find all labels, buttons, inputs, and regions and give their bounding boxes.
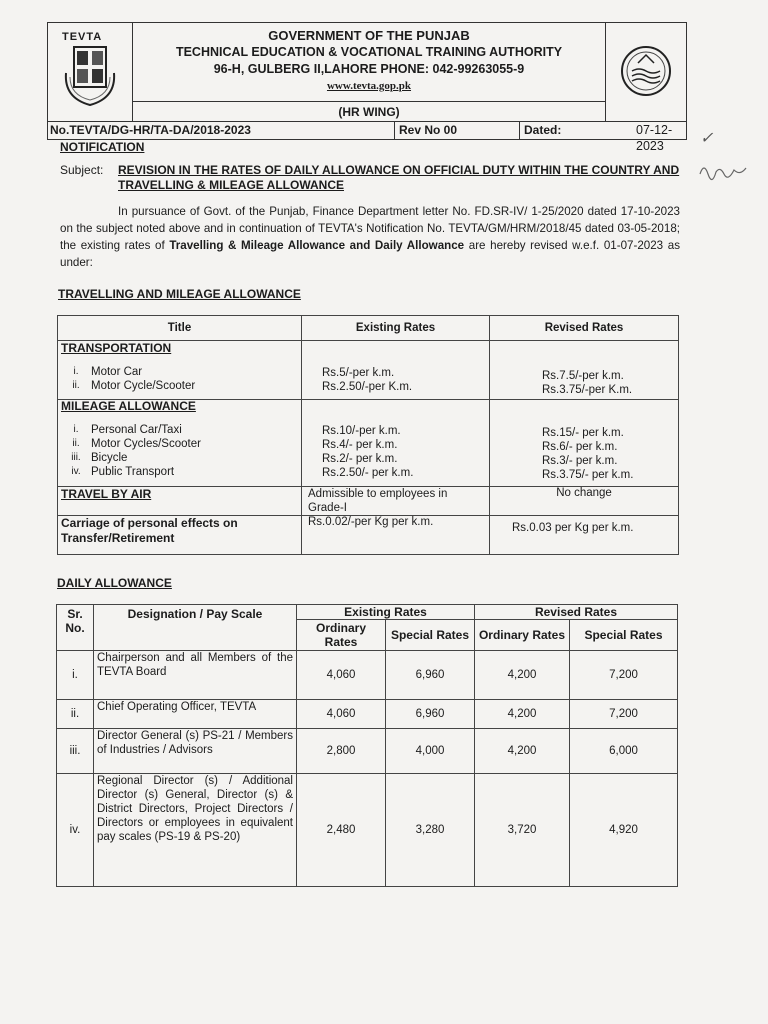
carriage-revised-cell: Rs.0.03 per Kg per k.m. xyxy=(490,516,679,555)
rate-value: Rs.2/- per k.m. xyxy=(322,453,398,465)
column-header-designation: Designation / Pay Scale xyxy=(94,605,297,651)
existing-special-cell: 6,960 xyxy=(386,700,475,729)
item-number: i. xyxy=(73,424,79,435)
item-title: Public Transport xyxy=(91,466,175,478)
designation-cell: Regional Director (s) / Additional Director (s) General, Director (s) & District Directors, Project Directors / Directors or employees in equivalent pay scales (PS-19 & PS-20) xyxy=(94,774,297,887)
revised-special-cell: 4,920 xyxy=(570,774,678,887)
list-item xyxy=(61,423,298,437)
column-header-revised-special: Special Rates xyxy=(570,620,678,651)
government-name: GOVERNMENT OF THE PUNJAB xyxy=(268,28,470,43)
wing-label: (HR WING) xyxy=(132,101,606,122)
designation-cell: Director General (s) PS-21 / Members of Industries / Advisors xyxy=(94,729,297,774)
item-number: i. xyxy=(73,366,79,377)
sr-cell: i. xyxy=(57,651,94,700)
sr-cell: ii. xyxy=(57,700,94,729)
list-item xyxy=(61,379,298,393)
list-item xyxy=(61,437,298,451)
rate-value: Rs.5/-per k.m. xyxy=(322,367,395,379)
daily-allowance-table xyxy=(56,604,678,887)
mileage-existing-cell xyxy=(302,400,490,487)
revised-special-cell: 6,000 xyxy=(570,729,678,774)
column-header-revised: Revised Rates xyxy=(490,316,679,341)
list-item xyxy=(61,465,298,479)
carriage-existing-cell: Rs.0.02/-per Kg per k.m. xyxy=(302,516,490,555)
existing-ordinary-cell: 2,800 xyxy=(297,729,386,774)
column-header-title: Title xyxy=(58,316,302,341)
rate-value: Rs.3.75/-per K.m. xyxy=(542,384,633,396)
paragraph-text-2: are hereby revised w.e.f. 01-07-2023 as under: xyxy=(60,239,680,269)
revised-special-cell: 7,200 xyxy=(570,700,678,729)
handwritten-signature-icon xyxy=(698,160,748,182)
punjab-logo xyxy=(605,23,686,121)
issue-date: 07-12-2023 xyxy=(636,123,673,153)
column-header-existing: Existing Rates xyxy=(302,316,490,341)
existing-special-cell: 3,280 xyxy=(386,774,475,887)
rate-value: Rs.3/- per k.m. xyxy=(542,455,618,467)
punjab-emblem-icon xyxy=(616,41,676,103)
reference-number: No.TEVTA/DG-HR/TA-DA/2018-2023 xyxy=(50,123,251,137)
revised-ordinary-cell: 4,200 xyxy=(475,729,570,774)
column-header-existing: Existing Rates xyxy=(297,605,475,620)
rate-value: Rs.10/-per k.m. xyxy=(322,425,401,437)
dated-label: Dated: xyxy=(524,123,562,137)
transportation-existing-cell xyxy=(302,341,490,400)
air-heading: TRAVEL BY AIR xyxy=(61,487,152,501)
item-title: Motor Cycle/Scooter xyxy=(91,380,196,392)
table-row xyxy=(57,774,678,887)
item-number: iv. xyxy=(71,466,81,477)
letterhead xyxy=(47,22,687,122)
revised-ordinary-cell: 4,200 xyxy=(475,700,570,729)
tevta-emblem-icon xyxy=(60,43,120,113)
air-title-cell xyxy=(58,487,302,516)
item-title: Motor Car xyxy=(91,366,143,378)
column-header-existing-ordinary: Ordinary Rates xyxy=(297,620,386,651)
revised-ordinary-cell: 4,200 xyxy=(475,651,570,700)
rate-value: Rs.6/- per k.m. xyxy=(542,441,618,453)
transportation-heading: TRANSPORTATION xyxy=(61,341,172,355)
existing-special-cell: 4,000 xyxy=(386,729,475,774)
column-header-existing-special: Special Rates xyxy=(386,620,475,651)
tevta-logo xyxy=(48,23,133,121)
rate-value: Rs.3.75/- per k.m. xyxy=(542,469,634,481)
existing-ordinary-cell: 2,480 xyxy=(297,774,386,887)
air-existing-cell: Admissible to employees in Grade-I xyxy=(302,487,490,516)
item-number: ii. xyxy=(72,438,80,449)
mileage-title-cell xyxy=(58,400,302,487)
table-row-transportation xyxy=(58,341,679,400)
column-header-revised-ordinary: Ordinary Rates xyxy=(475,620,570,651)
authority-name: TECHNICAL EDUCATION & VOCATIONAL TRAINING AUTHORITY xyxy=(175,45,563,59)
logo-title: TEVTA xyxy=(62,31,103,43)
transportation-title-cell xyxy=(58,341,302,400)
rate-value: Rs.15/- per k.m. xyxy=(542,427,624,439)
sr-cell: iv. xyxy=(57,774,94,887)
carriage-title-cell: Carriage of personal effects on Transfer/Retirement xyxy=(58,516,302,555)
subject-label: Subject: xyxy=(60,163,104,177)
notification-title: NOTIFICATION xyxy=(60,140,145,154)
travelling-section-title: TRAVELLING AND MILEAGE ALLOWANCE xyxy=(58,287,301,301)
item-number: iii. xyxy=(71,452,81,463)
item-title: Personal Car/Taxi xyxy=(91,424,182,436)
paragraph-text-1: In pursuance of Govt. of the Punjab, Finance Department letter No. FD.SR-IV/ 1-25/2020 dated 17-10-2023 on the subject noted above and in continuation of TEVTA's Notification No. TEVTA/GM/HRM/2018/45 dated 03-05-2018; the existing rates of xyxy=(60,205,680,252)
table-row xyxy=(57,700,678,729)
revised-special-cell: 7,200 xyxy=(570,651,678,700)
handwritten-initial-mark: ✓ xyxy=(700,130,714,147)
rate-value: Rs.4/- per k.m. xyxy=(322,439,398,451)
revised-ordinary-cell: 3,720 xyxy=(475,774,570,887)
transportation-revised-cell xyxy=(490,341,679,400)
mileage-revised-cell xyxy=(490,400,679,487)
address-phone: 96-H, GULBERG II,LAHORE PHONE: 042-99263055-9 xyxy=(213,62,525,76)
subject-text: REVISION IN THE RATES OF DAILY ALLOWANCE ON OFFICIAL DUTY WITHIN THE COUNTRY AND TRAVELLING & MILEAGE ALLOWANCE xyxy=(118,163,680,192)
column-header-sr: Sr. No. xyxy=(57,605,94,651)
table-row xyxy=(57,651,678,700)
revision-number: Rev No 00 xyxy=(394,122,520,139)
existing-ordinary-cell: 4,060 xyxy=(297,651,386,700)
designation-cell: Chairperson and all Members of the TEVTA Board xyxy=(94,651,297,700)
body-paragraph xyxy=(60,203,680,271)
table-row-carriage xyxy=(58,516,679,555)
rate-value: Rs.2.50/- per k.m. xyxy=(322,467,414,479)
rate-value: Rs.2.50/-per K.m. xyxy=(322,381,413,393)
existing-ordinary-cell: 4,060 xyxy=(297,700,386,729)
table-row-mileage xyxy=(58,400,679,487)
list-item xyxy=(61,451,298,465)
item-title: Motor Cycles/Scooter xyxy=(91,438,201,450)
air-revised-cell: No change xyxy=(490,487,679,516)
website-link[interactable]: www.tevta.gop.pk xyxy=(326,80,412,92)
item-title: Bicycle xyxy=(91,452,128,464)
item-number: ii. xyxy=(72,380,80,391)
rate-value: Rs.7.5/-per k.m. xyxy=(542,370,624,382)
column-header-revised: Revised Rates xyxy=(475,605,678,620)
travelling-allowance-table xyxy=(57,315,679,555)
daily-allowance-section-title: DAILY ALLOWANCE xyxy=(57,576,172,590)
paragraph-bold-text: Travelling & Mileage Allowance and Daily Allowance xyxy=(169,239,465,252)
table-row-air xyxy=(58,487,679,516)
table-header-row xyxy=(57,605,678,620)
mileage-heading: MILEAGE ALLOWANCE xyxy=(61,399,196,413)
table-row xyxy=(57,729,678,774)
table-header-row xyxy=(58,316,679,341)
designation-cell: Chief Operating Officer, TEVTA xyxy=(94,700,297,729)
sr-cell: iii. xyxy=(57,729,94,774)
list-item xyxy=(61,365,298,379)
existing-special-cell: 6,960 xyxy=(386,651,475,700)
